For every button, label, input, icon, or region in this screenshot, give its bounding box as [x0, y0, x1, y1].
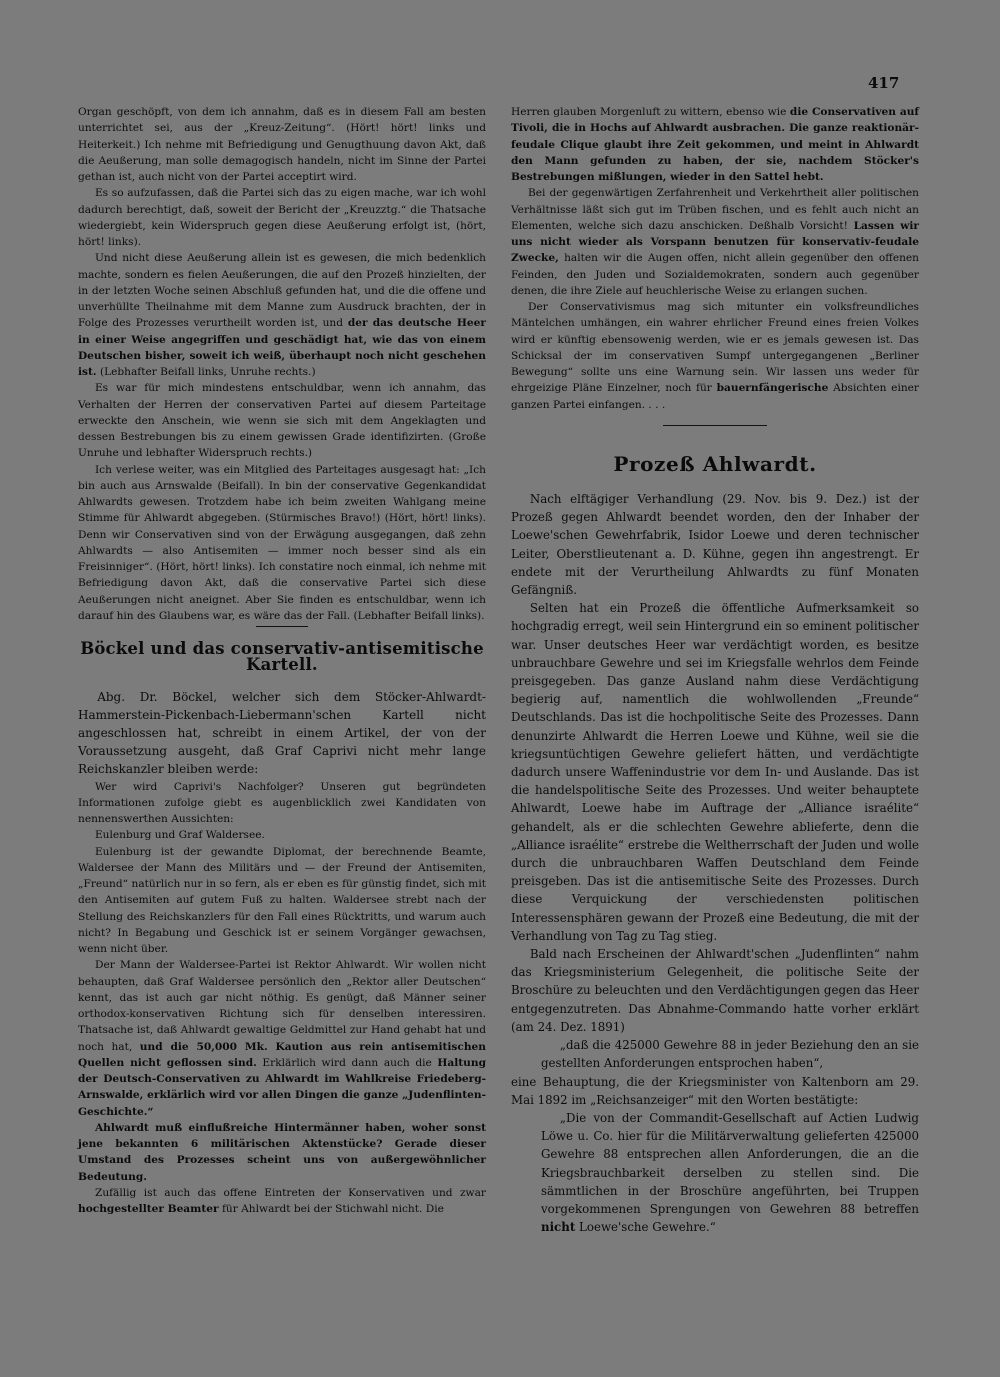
paragraph: Eulenburg und Graf Waldersee.: [94, 829, 265, 842]
paragraph: [511, 104, 919, 185]
quotation: „daß die 425000 Gewehre 88 in jeder Beziehung den an sie gestellten Anforderungen entsprochen haben“,: [541, 1038, 919, 1071]
paragraph: Abg. Dr. Böckel, welcher sich dem Stöcker-Ahlwardt-Hammerstein-Pickenbach-Liebermann'schen Kartell nicht angeschlossen hat, schreibt in einem Artikel, der von der Voraussetzung ausgeht, daß Graf Caprivi nicht mehr lange Reichskanzler bleiben werde:: [78, 689, 486, 777]
text-run: Absichten einer ganzen Partei einfangen. . . .: [511, 382, 919, 411]
emphasized-text: und die 50,000 Mk. Kaution aus rein antisemitischen Quellen nicht geflossen sind.: [78, 1040, 486, 1069]
right-column: [511, 104, 919, 1236]
section-divider: [256, 626, 308, 627]
paragraph: [78, 250, 486, 380]
paragraph: [78, 957, 486, 1120]
emphasized-text: Haltung der Deutsch-Conservativen zu Ahlwardt im Wahlkreise Friedeberg-Arnswalde, erklärlich wird vor allen Dingen die ganze „Judenflinten-Geschichte.“: [78, 1056, 486, 1118]
section-heading: Böckel und das conservativ-antisemitische Kartell.: [80, 639, 484, 675]
emphasized-text: hochgestellter Beamter: [78, 1203, 219, 1216]
text-run: (Lebhafter Beifall links, Unruhe rechts.): [96, 366, 316, 378]
paragraph: [78, 1185, 486, 1218]
text-run: Erklärlich wird dann auch die: [256, 1056, 438, 1069]
text-run: Zufällig ist auch das offene Eintreten der Konservativen und zwar: [94, 1186, 486, 1199]
paragraph: [511, 185, 919, 299]
paragraph: Es so aufzufassen, daß die Partei sich das zu eigen mache, war ich wohl dadurch berechtigt, daß, soweit der Bericht der „Kreuzztg.“ die Thatsache wiedergiebt, kein Widerspruch gegen diese Aeußerung erfolgt ist, (hört, hört! links).: [78, 187, 486, 248]
paragraph: Es war für mich mindestens entschuldbar, wenn ich annahm, das Verhalten der Herren der conservativen Partei auf diesem Parteitage erweckte den Anschein, wie wenn sie sich mit dem Angeklagten und dessen Bestrebungen bis zu einem gewissen Grade identifizirten. (Große Unruhe und lebhafter Widerspruch rechts.): [78, 382, 486, 460]
text-run: Loewe'sche Gewehre.“: [575, 1220, 716, 1235]
emphasized-text: bauernfängerische: [716, 382, 829, 395]
emphasized-text: Lassen wir uns nicht wieder als Vorspann benutzen für konservativ-feudale Zwecke,: [511, 219, 919, 265]
text-run: „Die von der Commandit-Gesellschaft auf Actien Ludwig Löwe u. Co. hier für die Militärverwaltung gelieferten 425000 Gewehre 88 entsprechen allen Anforderungen, die an die Kriegsbrauchbarkeit derselben zu stellen sind. Die sämmtlichen in der Broschüre angeführten, bei Truppen vorgekommenen Sprengungen von Gewehren 88 betreffen: [541, 1110, 919, 1216]
paragraph: [511, 299, 919, 413]
paragraph: Bald nach Erscheinen der Ahlwardt'schen „Judenflinten“ nahm das Kriegsministerium Gelegenheit, die politische Seite der Broschüre zu beleuchten und den Verdächtigungen gegen das Heer entgegenzutreten. Das Abnahme-Commando hatte vorher erklärt (am 24. Dez. 1891): [511, 947, 919, 1034]
text-run: Der Mann der Waldersee-Partei ist Rektor Ahlwardt. Wir wollen nicht behaupten, daß Graf Waldersee persönlich den „Rektor aller Deutschen“ kennt, das ist auch gar nicht nöthig. Es genügt, daß Männer seiner orthodox-konservativen Richtung sich für denselben interessiren. Thatsache ist, daß Ahlwardt gewaltige Geldmittel zur Hand gehabt hat und noch hat,: [78, 959, 486, 1053]
paragraph: Organ geschöpft, von dem ich annahm, daß es in diesem Fall am besten unterrichtet sei, aus der „Kreuz-Zeitung“. (Hört! hört! links und Heiterkeit.) Ich nehme mit Befriedigung und Genugthuung davon Akt, daß die Aeußerung, man solle demagogisch handeln, nicht im Sinne der Partei gethan ist, auch nicht von der Partei acceptirt wird.: [78, 106, 486, 183]
left-column: [78, 104, 486, 1217]
text-run: Und nicht diese Aeußerung allein ist es gewesen, die mich bedenklich machte, sondern es fielen Aeußerungen, die auf den Prozeß hinzielten, der in der letzten Woche seinen Abschluß gefunden hat, und die die offene und unverhüllte Theilnahme mit dem Manne zum Ausdruck brachten, der in Folge des Prozesses verurtheilt worden ist, und: [78, 252, 486, 330]
paragraph: Ich verlese weiter, was ein Mitglied des Parteitages ausgesagt hat: „Ich bin auch aus Arnswalde (Beifall). In bin der conservative Gegenkandidat Ahlwardts gewesen. Trotzdem habe ich beim zweiten Wahlgang meine Stimme für Ahlwardt abgegeben. (Stürmisches Bravo!) (Hört, hört! links). Denn wir Conservativen sind von der Erwägung ausgegangen, daß zehn Ahlwardts — also Antisemiten — immer noch besser sind als ein Freisinniger“. (Hört, hört! links). Ich constatire noch einmal, ich nehme mit Befriedigung davon Akt, daß die conservative Partei sich diese Aeußerungen nicht aneignet. Aber Sie finden es entschuldbar, wenn ich darauf hin des Glaubens war, es wäre das der Fall. (Lebhafter Beifall links).: [78, 463, 486, 622]
emphasized-text: der das deutsche Heer in einer Weise angegriffen und geschädigt hat, wie das von einem Deutschen bisher, soweit ich weiß, überhaupt noch nicht geschehen ist.: [78, 317, 486, 378]
text-run: Herren glauben Morgenluft zu wittern, ebenso wie: [511, 106, 790, 118]
paragraph: Selten hat ein Prozeß die öffentliche Aufmerksamkeit so hochgradig erregt, weil sein Hintergrund ein so eminent politischer war. Unser deutsches Heer war verdächtigt worden, es besitze unbrauchbare Gewehre und sei im Kriegsfalle wehrlos dem Feinde preisgegeben. Das ganze Ausland nahm diese Verdächtigung begierig auf, namentlich die wohlwollenden „Freunde“ Deutschlands. Das ist die hochpolitische Seite des Prozesses. Dann denunzirte Ahlwardt die Herren Loewe und Kühne, weil sie die kriegsuntüchtigen Gewehre geliefert hätten, und verdächtigte dadurch unsere Waffenindustrie vor dem In- und Auslande. Das ist die handelspolitische Seite des Prozesses. Und weiter behauptete Ahlwardt, Loewe habe im Auftrage der „Alliance israélite“ gehandelt, als er die schlechten Gewehre ablieferte, denn die „Alliance israélite“ erstrebe die Weltherrschaft der Juden und wolle durch die unbrauchbaren Waffen Deutschland dem Feinde preisgeben. Das ist die antisemitische Seite des Prozesses. Durch diese Verquickung der verschiedensten politischen Interessensphären gewann der Prozeß eine Bedeutung, die mit der Verhandlung von Tag zu Tag stieg.: [511, 601, 919, 943]
text-run: Der Conservativismus mag sich mitunter ein volksfreundliches Mäntelchen umhängen, ein wahrer ehrlicher Freund eines freien Volkes wird er künftig ebensowenig werden, wie er es jemals gewesen ist. Das Schicksal der im conservativen Sumpf untergegangenen „Berliner Bewegung“ sollte uns eine Warnung sein. Wir lassen uns weder für ehrgeizige Pläne Einzelner, noch für: [511, 301, 919, 395]
text-run: für Ahlwardt bei der Stichwahl nicht. Die: [218, 1203, 444, 1216]
section-heading: Prozeß Ahlwardt.: [613, 451, 817, 476]
emphasized-text: nicht: [541, 1220, 576, 1235]
section-divider: [663, 425, 767, 426]
paragraph: Ahlwardt muß einflußreiche Hintermänner haben, woher sonst jene bekannten 6 militärischen Aktenstücke? Gerade dieser Umstand des Prozesses scheint uns von außergewöhnlicher Bedeutung.: [78, 1121, 486, 1183]
paragraph: Eulenburg ist der gewandte Diplomat, der berechnende Beamte, Waldersee der Mann des Militärs und — der Freund der Antisemiten, „Freund“ natürlich nur in so fern, als er eben es für günstig findet, sich mit den Antisemiten auf gutem Fuß zu halten. Waldersee strebt nach der Stellung des Reichskanzlers für den Fall eines Rücktritts, und warum auch nicht? In Begabung und Geschick ist er seinem Vorgänger gewachsen, wenn nicht über.: [78, 845, 486, 956]
page-number: 417: [868, 74, 900, 92]
paragraph: eine Behauptung, die der Kriegsminister von Kaltenborn am 29. Mai 1892 im „Reichsanzeiger“ mit den Worten bestätigte:: [511, 1074, 919, 1107]
paragraph: Nach elftägiger Verhandlung (29. Nov. bis 9. Dez.) ist der Prozeß gegen Ahlwardt beendet worden, den der Inhaber der Loewe'schen Gewehrfabrik, Isidor Loewe und deren technischer Leiter, Oberstlieutenant a. D. Kühne, gegen ihn angestrengt. Er endete mit der Verurtheilung Ahlwardts zu fünf Monaten Gefängniß.: [511, 492, 919, 598]
text-run: Bei der gegenwärtigen Zerfahrenheit und Verkehrtheit aller politischen Verhältnisse läßt sich gut im Trüben fischen, und es fehlt auch nicht an Elementen, welche sich dazu anschicken. Deßhalb Vorsicht!: [511, 187, 919, 232]
emphasized-text: die Conservativen auf Tivoli, die in Hochs auf Ahlwardt ausbrachen. Die ganze reaktionär-feudale Clique glaubt ihre Zeit gekommen, und meint in Ahlwardt den Mann gefunden zu haben, der sie, nachdem Stöcker's Bestrebungen mißlungen, wieder in den Sattel hebt.: [511, 106, 919, 183]
text-run: halten wir die Augen offen, nicht allein gegenüber den offenen Feinden, den Juden und Sozialdemokraten, sondern auch gegenüber denen, die ihre Ziele auf heuchlerische Weise zu erlangen suchen.: [511, 252, 919, 297]
paragraph: Wer wird Caprivi's Nachfolger? Unseren gut begründeten Informationen zufolge giebt es augenblicklich zwei Kandidaten von nennenswerthen Aussichten:: [78, 780, 486, 826]
quotation: [511, 1109, 919, 1236]
